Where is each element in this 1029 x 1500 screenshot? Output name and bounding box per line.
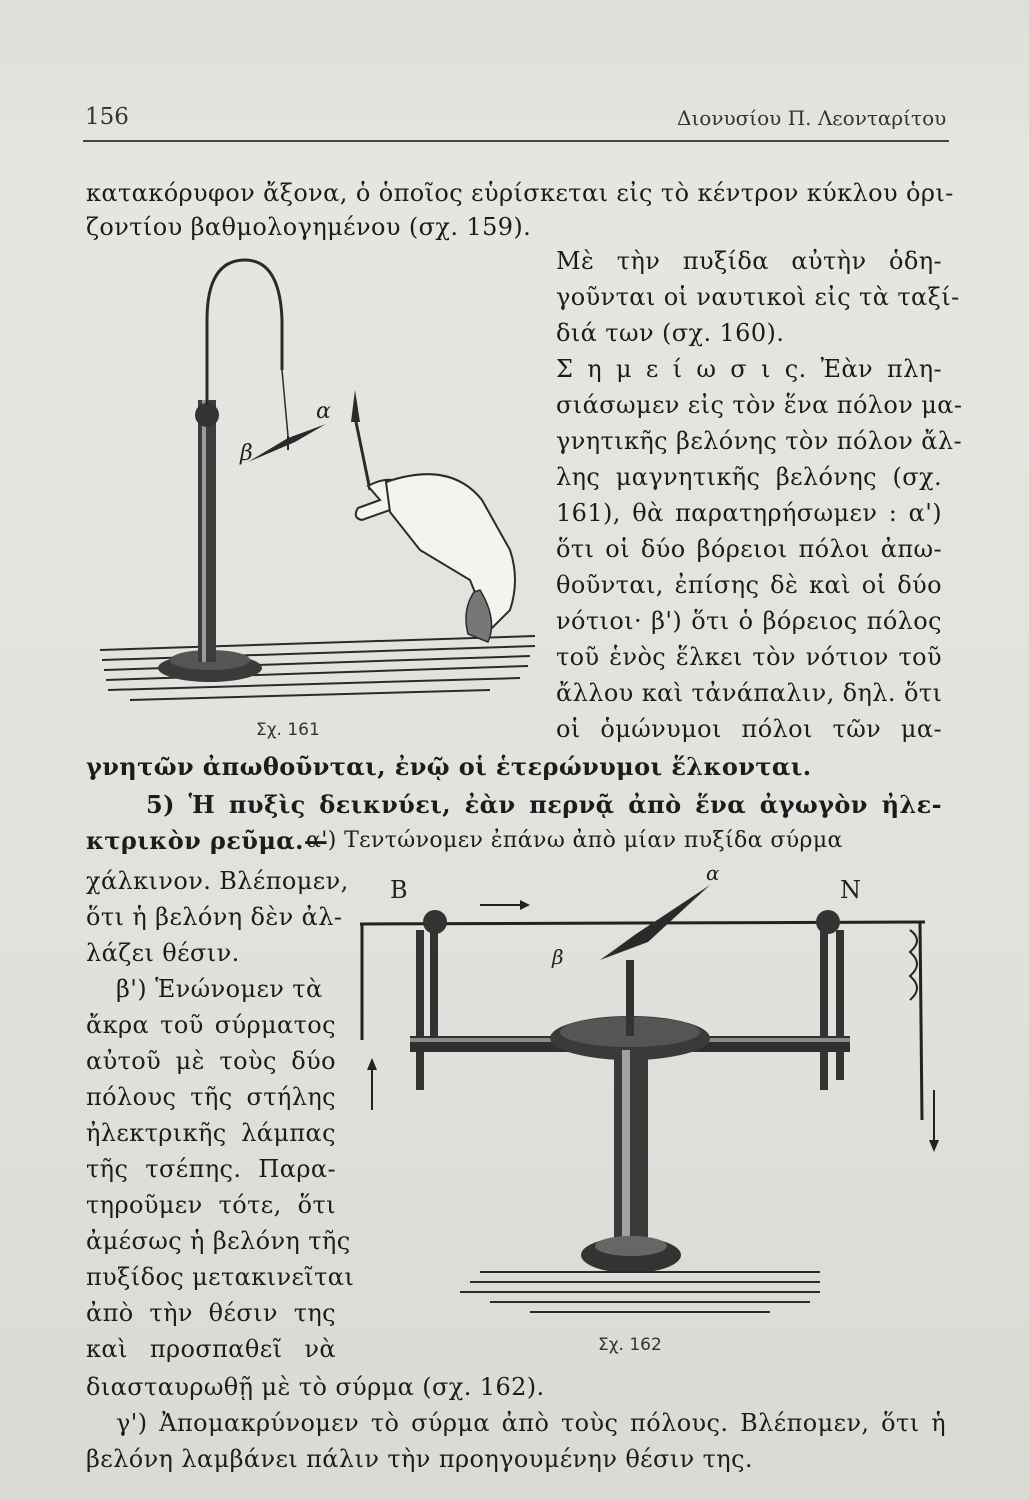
text-line: ἀμέσως ἡ βελόνη τῆς <box>86 1227 351 1255</box>
text-line: σιάσωμεν εἰς τὸν ἕνα πόλον μα- <box>556 391 963 419</box>
section-heading: κτρικὸν ρεῦμα.— <box>86 826 329 855</box>
text-line: τηροῦμεν τότε, ὅτι <box>86 1191 336 1219</box>
text-line: οἱ ὁμώνυμοι πόλοι τῶν μα- <box>556 715 942 743</box>
fig161-label-alpha: α <box>316 399 331 424</box>
text-line: διασταυρωθῇ μὲ τὸ σύρμα (σχ. 162). <box>86 1373 545 1401</box>
text-line: 161), θὰ παρατηρήσωμεν : α') <box>556 499 942 527</box>
text-line: πόλους τῆς στήλης <box>86 1083 336 1111</box>
text-line: β') Ἑνώνομεν τὰ <box>116 975 323 1003</box>
text-line: διά των (σχ. 160). <box>556 319 785 347</box>
text-line: ὅτι οἱ δύο βόρειοι πόλοι ἀπω- <box>556 535 942 563</box>
running-title: Διονυσίου Π. Λεονταρίτου <box>677 106 947 130</box>
text-line: νότιοι· β') ὅτι ὁ βόρειος πόλος <box>556 607 942 635</box>
figure-161 <box>90 250 550 740</box>
text-line: θοῦνται, ἐπίσης δὲ καὶ οἱ δύο <box>556 571 942 599</box>
fig162-label-beta: β <box>552 945 564 969</box>
text-line: τῆς τσέπης. Παρα- <box>86 1155 336 1183</box>
text-line: πυξίδος μετακινεῖται <box>86 1263 355 1291</box>
text-line: καὶ προσπαθεῖ νὰ <box>86 1335 336 1363</box>
text-line: ἠλεκτρικῆς λάμπας <box>86 1119 336 1147</box>
text-line: α') Τεντώνομεν ἐπάνω ἀπὸ μίαν πυξίδα σύρμα <box>306 828 843 853</box>
fig162-label-B: Β <box>390 876 408 904</box>
text-line: ἄκρα τοῦ σύρματος <box>86 1011 336 1039</box>
page-number: 156 <box>85 104 129 130</box>
text-line: ὅτι ἡ βελόνη δὲν ἀλ- <box>86 903 343 931</box>
header-rule <box>83 140 949 142</box>
text-line: τοῦ ἑνὸς ἕλκει τὸν νότιον τοῦ <box>556 643 942 671</box>
fig162-label-alpha: α <box>706 861 720 885</box>
text-line: γ') Ἀπομακρύνομεν τὸ σύρμα ἀπὸ τοὺς πόλους. Βλέπομεν, ὅτι ἡ <box>116 1409 946 1437</box>
text-line: χάλκινον. Βλέπομεν, <box>86 867 349 895</box>
text-line: αὐτοῦ μὲ τοὺς δύο <box>86 1047 336 1075</box>
text-line: κατακόρυφον ἄξονα, ὁ ὁποῖος εὑρίσκεται εἰς τὸ κέντρον κύκλου ὁρι- <box>86 179 954 207</box>
text-line: λάζει θέσιν. <box>86 939 240 967</box>
text-line: λης μαγνητικῆς βελόνης (σχ. <box>556 463 942 491</box>
text-line: ἄλλου καὶ τἀνάπαλιν, δηλ. ὅτι <box>556 679 943 707</box>
text-line: ζοντίου βαθμολογημένου (σχ. 159). <box>86 213 532 241</box>
text-line: γνητῶν ἀπωθοῦνται, ἐνῷ οἱ ἑτερώνυμοι ἕλκονται. <box>86 752 812 781</box>
text-line: γνητικῆς βελόνης τὸν πόλον ἄλ- <box>556 427 963 455</box>
text-line: Μὲ τὴν πυξίδα αὐτὴν ὁδη- <box>556 247 942 275</box>
fig161-caption: Σχ. 161 <box>256 720 320 740</box>
fig162-caption: Σχ. 162 <box>598 1335 662 1355</box>
fig162-label-N: Ν <box>840 876 861 904</box>
text-line: γοῦνται οἱ ναυτικοὶ εἰς τὰ ταξί- <box>556 283 960 311</box>
text-line: βελόνη λαμβάνει πάλιν τὴν προηγουμένην θέσιν της. <box>86 1445 753 1473</box>
fig161-label-beta: β <box>240 441 253 466</box>
figure-162 <box>350 860 950 1360</box>
text-line: ἀπὸ τὴν θέσιν της <box>86 1299 336 1327</box>
text-line: Σ η μ ε ί ω σ ι ς. Ἐὰν πλη- <box>556 355 942 383</box>
section-heading: 5) Ἡ πυξὶς δεικνύει, ἐὰν περνᾷ ἀπὸ ἕνα ἀγωγὸν ἠλε- <box>146 790 942 819</box>
